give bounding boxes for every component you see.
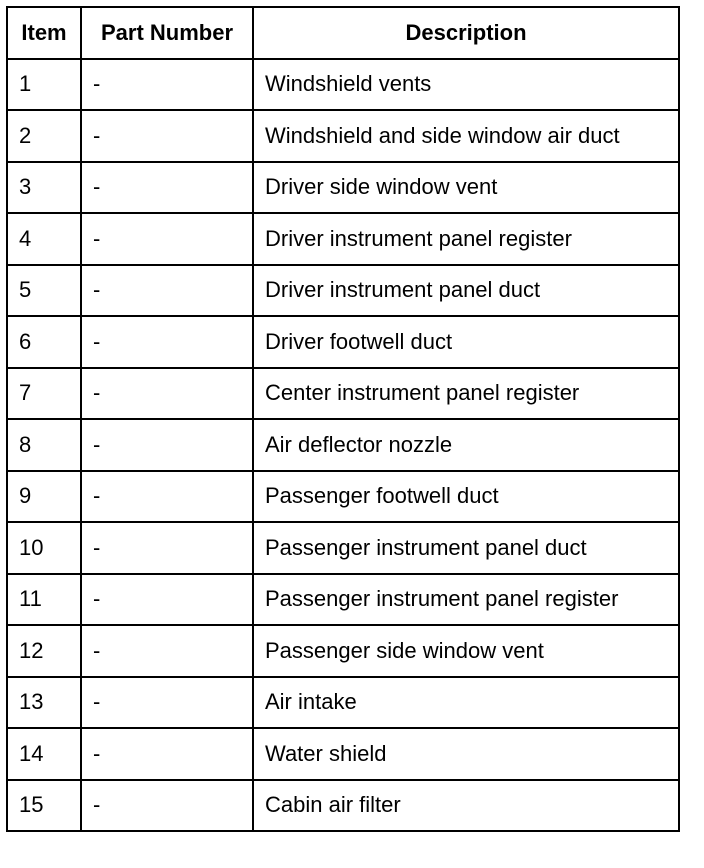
- table-row: [7, 625, 679, 677]
- description-cell: Passenger instrument panel register: [253, 574, 679, 626]
- item-cell: 13: [7, 677, 81, 729]
- table-row: [7, 780, 679, 832]
- description-cell: Driver side window vent: [253, 162, 679, 214]
- part-number-cell: -: [81, 780, 253, 832]
- part-number-cell: -: [81, 162, 253, 214]
- item-cell: 6: [7, 316, 81, 368]
- item-cell: 3: [7, 162, 81, 214]
- header-row: [7, 7, 679, 59]
- description-cell: Driver footwell duct: [253, 316, 679, 368]
- description-cell: Air deflector nozzle: [253, 419, 679, 471]
- table-row: [7, 316, 679, 368]
- table-body: [7, 59, 679, 832]
- item-cell: 10: [7, 522, 81, 574]
- part-number-cell: -: [81, 316, 253, 368]
- part-number-cell: -: [81, 677, 253, 729]
- part-number-cell: -: [81, 522, 253, 574]
- description-cell: Passenger side window vent: [253, 625, 679, 677]
- part-number-cell: -: [81, 213, 253, 265]
- description-cell: Cabin air filter: [253, 780, 679, 832]
- table-row: [7, 471, 679, 523]
- table-row: [7, 265, 679, 317]
- column-header-part-number: Part Number: [81, 7, 253, 59]
- part-number-cell: -: [81, 368, 253, 420]
- item-cell: 12: [7, 625, 81, 677]
- table-row: [7, 59, 679, 111]
- parts-table: [6, 6, 680, 832]
- column-header-item: Item: [7, 7, 81, 59]
- column-header-description: Description: [253, 7, 679, 59]
- part-number-cell: -: [81, 471, 253, 523]
- description-cell: Air intake: [253, 677, 679, 729]
- table-row: [7, 162, 679, 214]
- item-cell: 4: [7, 213, 81, 265]
- table-header: [7, 7, 679, 59]
- part-number-cell: -: [81, 419, 253, 471]
- description-cell: Driver instrument panel duct: [253, 265, 679, 317]
- item-cell: 5: [7, 265, 81, 317]
- item-cell: 1: [7, 59, 81, 111]
- table-row: [7, 419, 679, 471]
- table-row: [7, 522, 679, 574]
- part-number-cell: -: [81, 574, 253, 626]
- description-cell: Windshield and side window air duct: [253, 110, 679, 162]
- table-row: [7, 574, 679, 626]
- table-row: [7, 368, 679, 420]
- item-cell: 9: [7, 471, 81, 523]
- part-number-cell: -: [81, 625, 253, 677]
- item-cell: 14: [7, 728, 81, 780]
- item-cell: 15: [7, 780, 81, 832]
- description-cell: Water shield: [253, 728, 679, 780]
- description-cell: Center instrument panel register: [253, 368, 679, 420]
- description-cell: Passenger footwell duct: [253, 471, 679, 523]
- description-cell: Driver instrument panel register: [253, 213, 679, 265]
- description-cell: Windshield vents: [253, 59, 679, 111]
- item-cell: 11: [7, 574, 81, 626]
- part-number-cell: -: [81, 110, 253, 162]
- table-row: [7, 110, 679, 162]
- part-number-cell: -: [81, 728, 253, 780]
- item-cell: 7: [7, 368, 81, 420]
- table-row: [7, 677, 679, 729]
- description-cell: Passenger instrument panel duct: [253, 522, 679, 574]
- table-row: [7, 213, 679, 265]
- item-cell: 2: [7, 110, 81, 162]
- part-number-cell: -: [81, 59, 253, 111]
- table-row: [7, 728, 679, 780]
- part-number-cell: -: [81, 265, 253, 317]
- item-cell: 8: [7, 419, 81, 471]
